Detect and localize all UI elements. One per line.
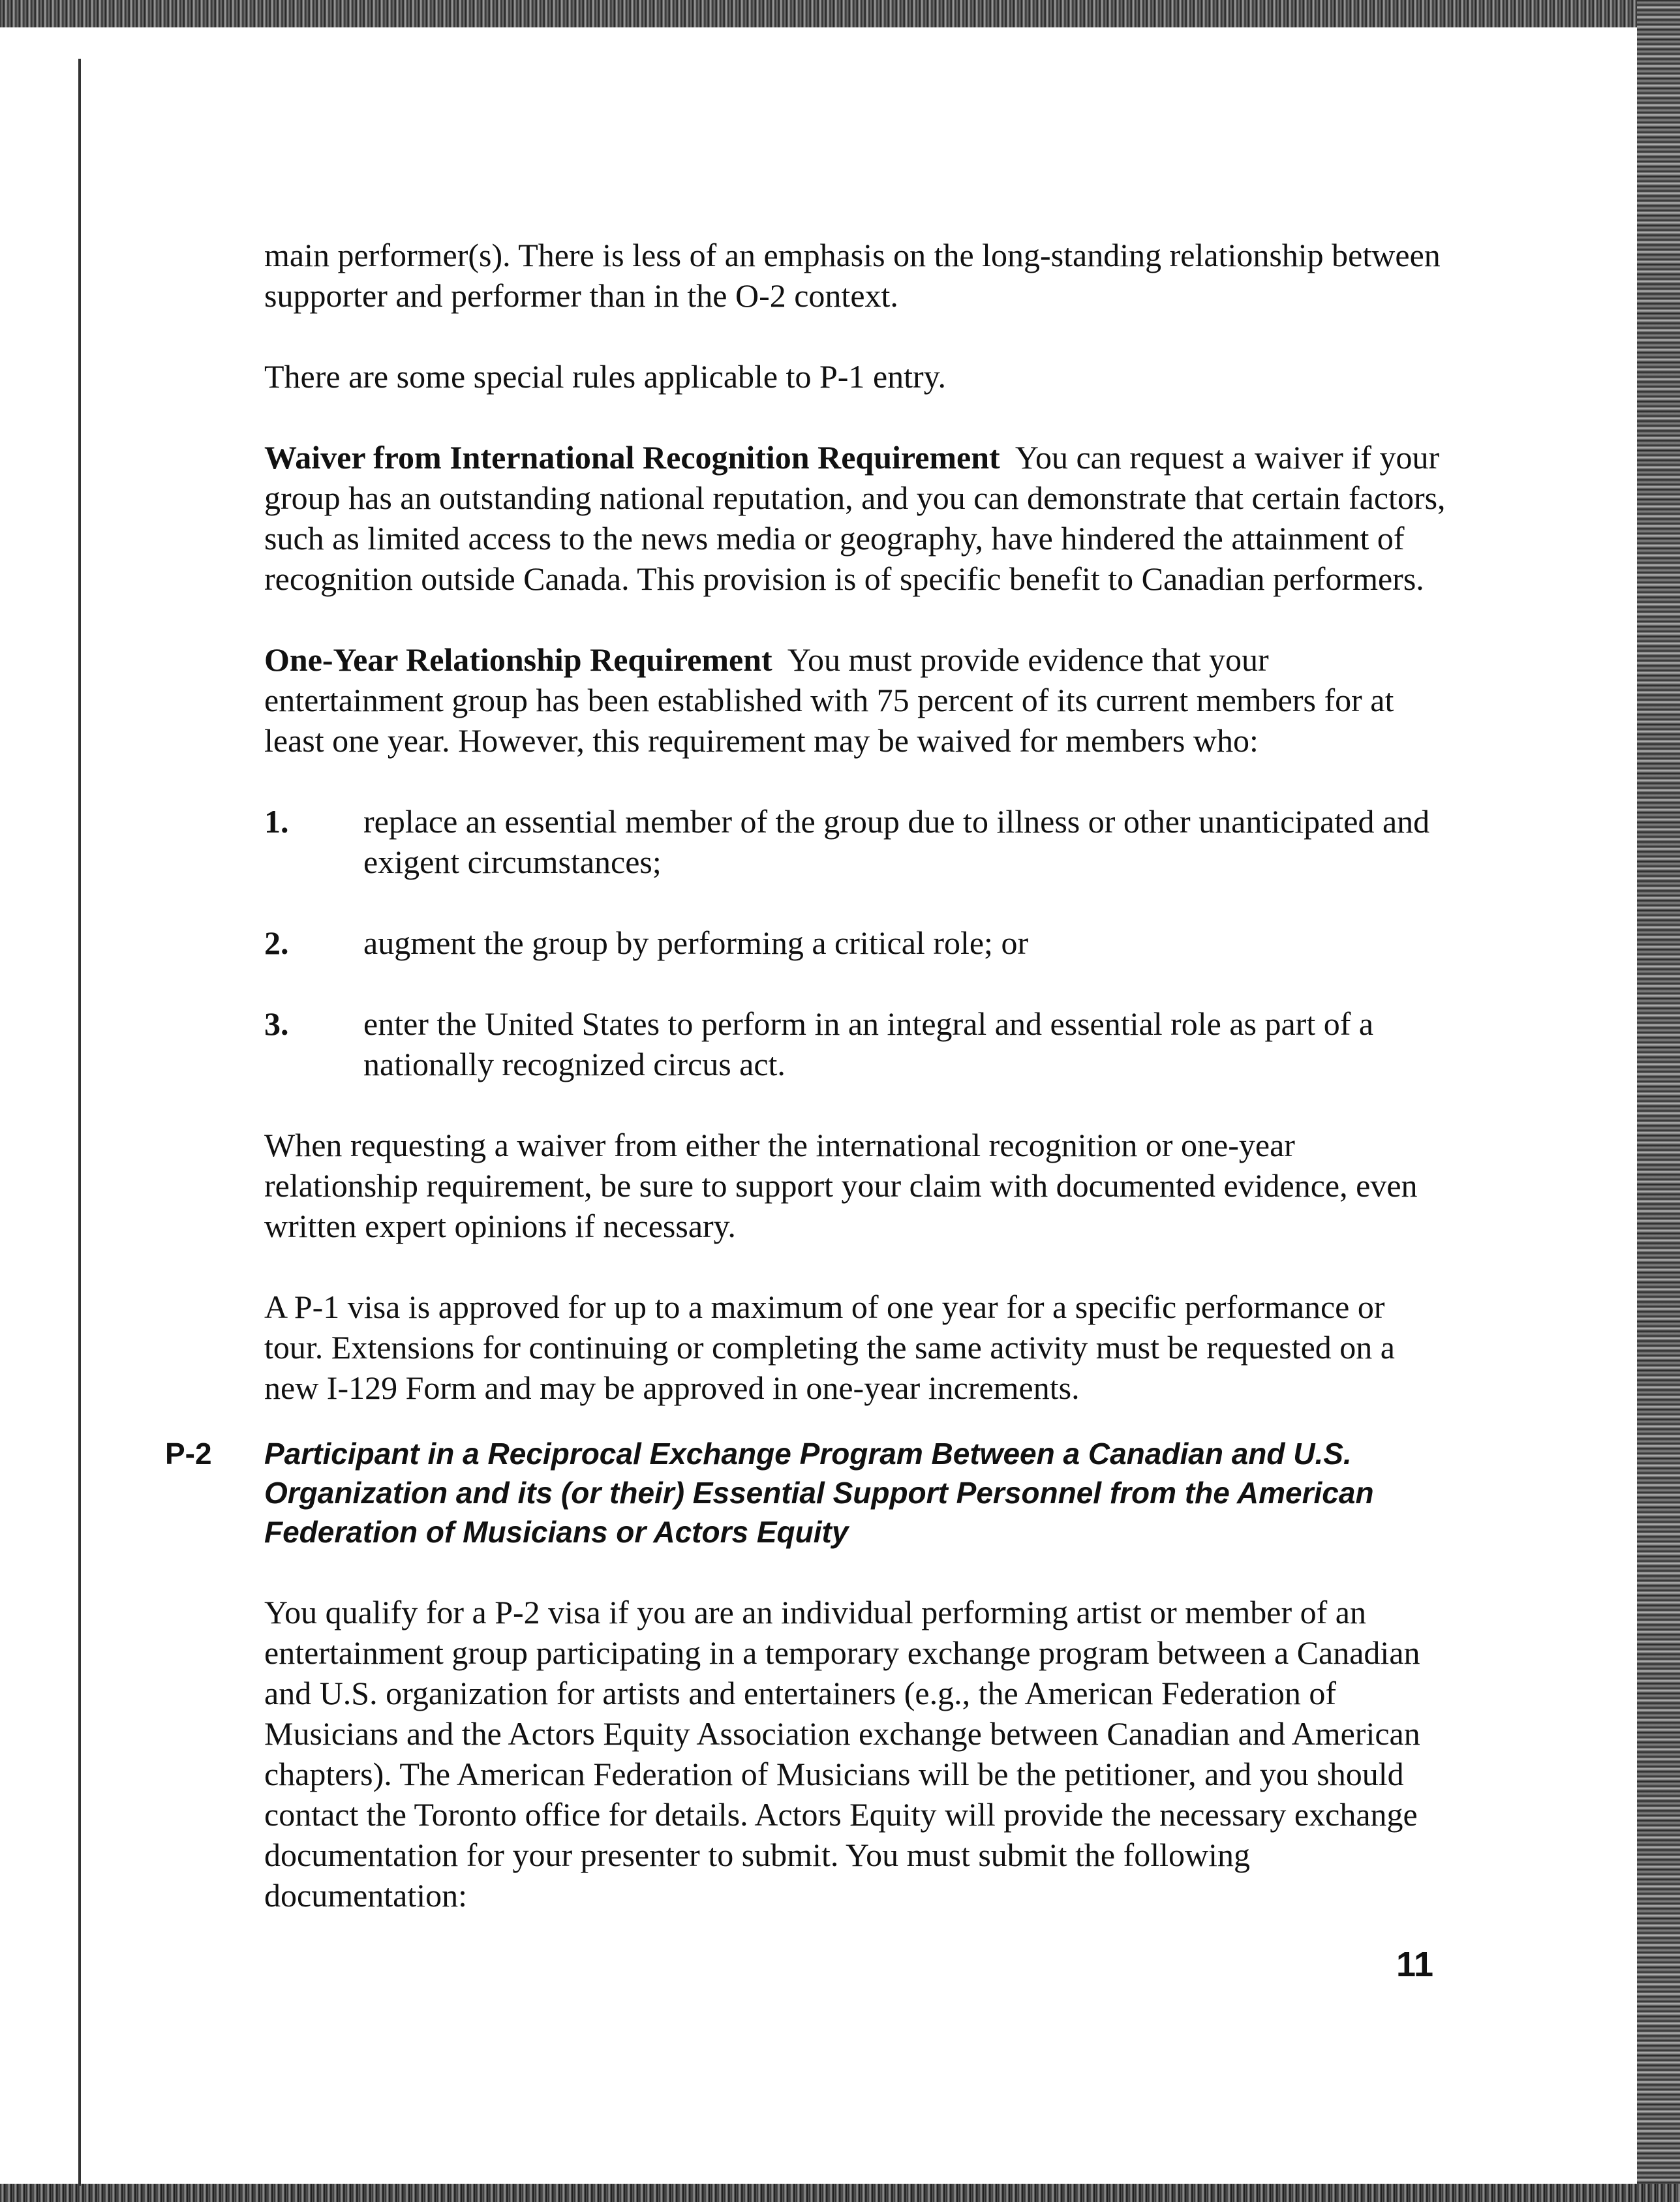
paragraph-waiver [264, 437, 1452, 599]
paragraph-one-year [264, 639, 1452, 761]
section-p2-body [264, 1592, 1452, 1916]
waiver-conditions-list [264, 801, 1452, 1084]
section-p2-heading [165, 1434, 1470, 1552]
scan-edge-top [0, 0, 1680, 27]
list-text: augment the group by performing a critical role; or [363, 925, 1029, 961]
list-text: enter the United States to perform in an integral and essential role as part of a nationally recognized circus act. [363, 1005, 1374, 1082]
list-text: replace an essential member of the group due to illness or other unanticipated and exigent circumstances; [363, 803, 1430, 880]
waiver-heading: Waiver from International Recognition Requirement [264, 439, 1000, 476]
section-code: P-2 [165, 1437, 212, 1471]
list-item [264, 801, 1452, 882]
paragraph-main-performer: main performer(s). There is less of an emphasis on the long-standing relationship between supporter and performer than in the O-2 context. [264, 237, 1441, 314]
scan-edge-right [1637, 0, 1680, 2202]
list-item [264, 923, 1452, 963]
list-item [264, 1003, 1452, 1084]
paragraph-special-rules: There are some special rules applicable to P-1 entry. [264, 358, 946, 395]
one-year-heading: One-Year Relationship Requirement [264, 641, 772, 678]
waiver-text: You can request a waiver if your group has an outstanding national reputation, and you can demonstrate that certain factors, such as limited access to the news media or geography, have hindered the attainment of recognition outside Canada. This provision is of specific benefit to Canadian performers. [264, 439, 1446, 597]
paragraph-waiver-request: When requesting a waiver from either the international recognition or one-year relationship requirement, be sure to support your claim with documented evidence, even written expert opinions if necessary. [264, 1127, 1418, 1244]
list-number: 1. [264, 803, 289, 840]
scan-margin-line [78, 59, 81, 2186]
paragraph-p1-visa: A P-1 visa is approved for up to a maximum of one year for a specific performance or tour. Extensions for continuing or completing the same activity must be requested on a new I-129 Form and may be approved in one-year increments. [264, 1289, 1395, 1406]
page-body [264, 235, 1452, 1448]
list-number: 2. [264, 925, 289, 961]
paragraph-p2-qualify: You qualify for a P-2 visa if you are an individual performing artist or member of an entertainment group participating in a temporary exchange program between a Canadian and U.S. organization for artists and entertainers (e.g., the American Federation of Musicians and the Actors Equity Association exchange between Canadian and American chapters). The American Federation of Musicians will be the petitioner, and you should contact the Toronto office for details. Actors Equity will provide the necessary exchange documentation for your presenter to submit. You must submit the following documentation: [264, 1594, 1420, 1914]
one-year-text: You must provide evidence that your entertainment group has been established with 75 percent of its current members for at least one year. However, this requirement may be waived for members who: [264, 641, 1394, 759]
scan-edge-bottom [0, 2184, 1680, 2202]
list-number: 3. [264, 1005, 289, 1042]
section-title: Participant in a Reciprocal Exchange Program Between a Canadian and U.S. Organization and its (or their) Essential Support Personnel from the American Federation of Musicians or Actors Equity [264, 1437, 1374, 1549]
page-number: 11 [1396, 1945, 1434, 1984]
